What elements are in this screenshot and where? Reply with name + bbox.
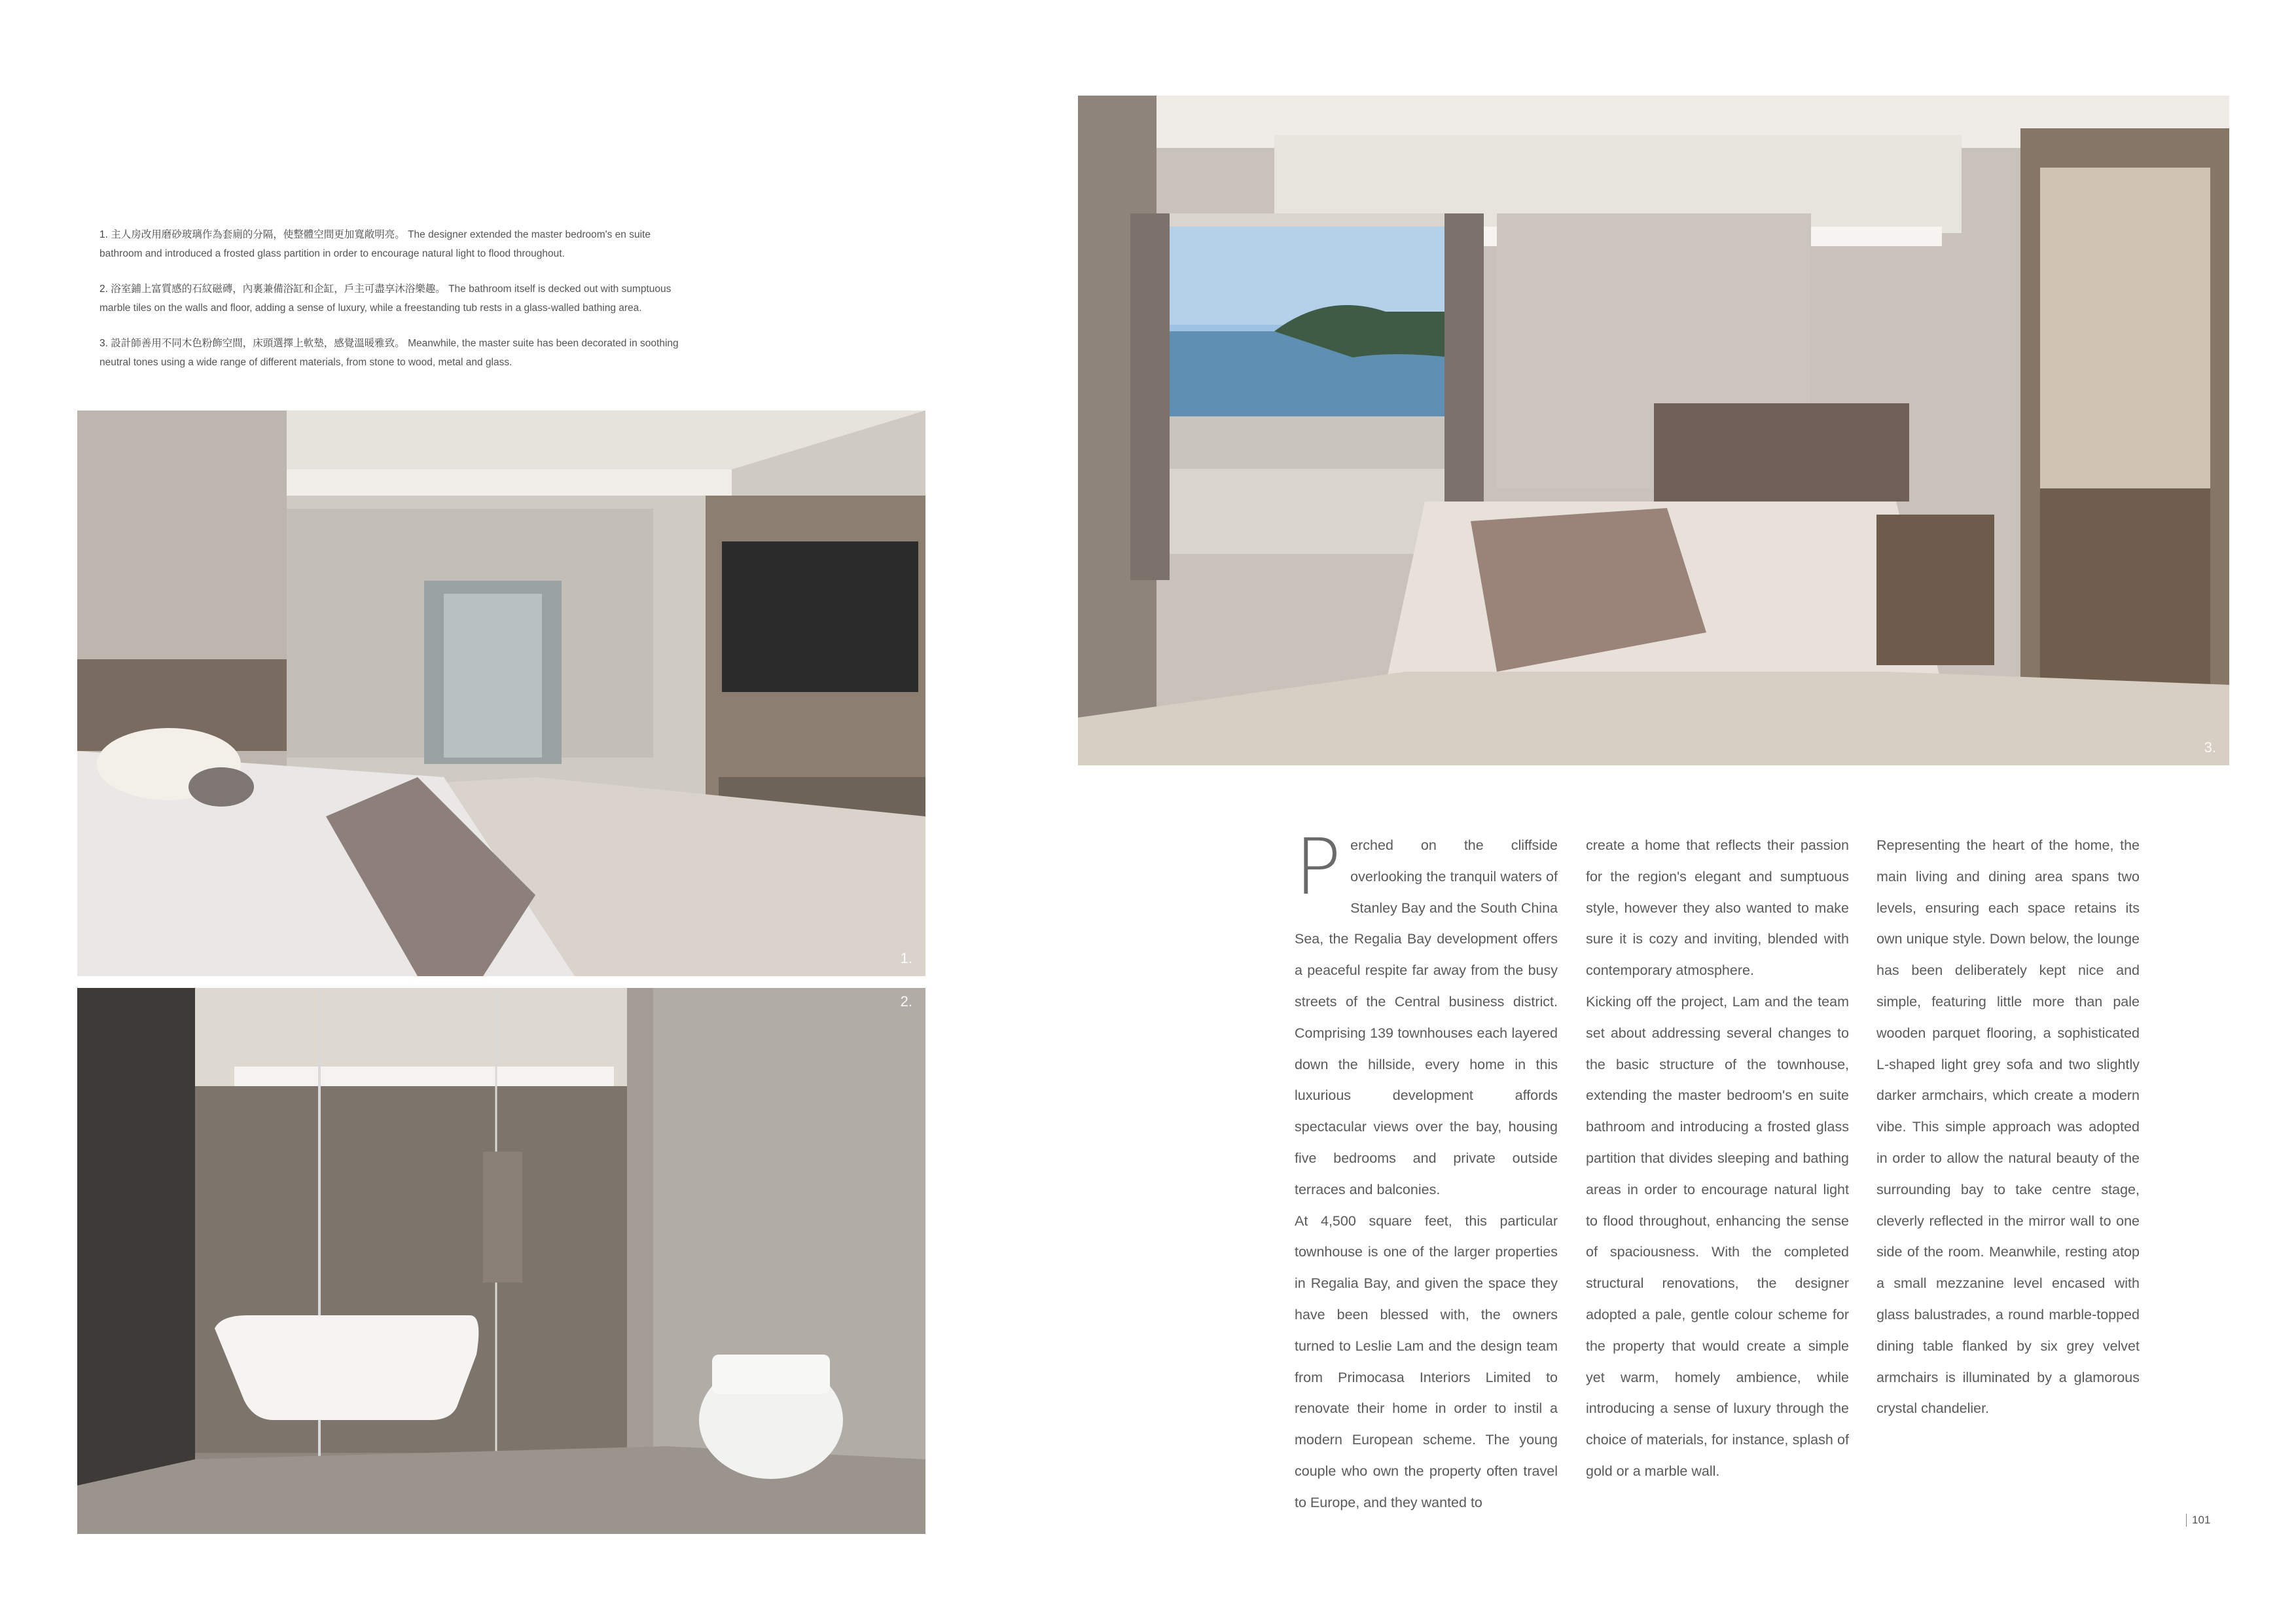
photo-number-2: 2. bbox=[900, 993, 912, 1010]
article-column-2 bbox=[1586, 830, 1849, 1487]
photo-bedroom-tv bbox=[77, 410, 925, 976]
caption-1-zh: 1. 主人房改用磨砂玻璃作為套廁的分隔，使整體空間更加寬敞明亮。 bbox=[99, 229, 405, 240]
bedroom-seaview-illustration bbox=[1078, 96, 2229, 765]
caption-3 bbox=[99, 334, 692, 372]
bathroom-illustration bbox=[77, 988, 925, 1534]
caption-2 bbox=[99, 280, 692, 318]
caption-3-en: Meanwhile, the master suite has been decorated in soothing neutral tones using a wide range of different materials, from stone to wood, metal and glass. bbox=[99, 338, 679, 368]
caption-1 bbox=[99, 225, 692, 263]
article-text: erched on the cliffside overlooking the tranquil waters of Stanley Bay and the South China Sea, the Regalia Bay development offers a peaceful respite far away from the busy streets of the Central business district. Comprising 139 townhouses each layered down the hillside, every home in this luxurious development affords spectacular views over the bay, housing five bedrooms and private outside terraces and balconies. bbox=[1295, 837, 1558, 1197]
article-paragraph: At 4,500 square feet, this particular townhouse is one of the larger properties in Regalia Bay, and given the space they have been blessed with, the owners turned to Leslie Lam and the design team from Primocasa Interiors Limited to renovate their home in order to instil a modern European scheme. The young couple who own the property often travel to Europe, and they wanted to bbox=[1295, 1213, 1558, 1510]
article-column-3 bbox=[1876, 830, 2140, 1425]
article-paragraph: Kicking off the project, Lam and the team set about addressing several changes to the basic structure of the townhouse, extending the master bedroom's en suite bathroom and introducing a frosted glass partition that divides sleeping and bathing areas in order to encourage natural light to flood throughout, enhancing the sense of spaciousness. With the completed structural renovations, the designer adopted a pale, gentle colour scheme for the property that would create a simple yet warm, homely ambience, while introducing a sense of luxury through the choice of materials, for instance, splash of gold or a marble wall. bbox=[1586, 993, 1849, 1479]
caption-2-zh: 2. 浴室鋪上富質感的石紋磁磚，內裏兼備浴缸和企缸，戶主可盡享沐浴樂趣。 bbox=[99, 283, 446, 295]
bedroom-tv-illustration bbox=[77, 410, 925, 976]
photo-captions bbox=[99, 225, 692, 388]
article-paragraph: Representing the heart of the home, the main living and dining area spans two levels, ensuring each space retains its own unique style. Down below, the lounge has been deliberately kept nice and simple, featuring little more than pale wooden parquet flooring, a sophisticated L-shaped light grey sofa and two slightly darker armchairs, which create a modern vibe. This simple approach was adopted in order to allow the natural beauty of the surrounding bay to take centre stage, cleverly reflected in the mirror wall to one side of the room. Meanwhile, resting atop a small mezzanine level encased with glass balustrades, a round marble-topped dining table flanked by six grey velvet armchairs is illuminated by a glamorous crystal chandelier. bbox=[1876, 837, 2140, 1417]
photo-number-1: 1. bbox=[900, 950, 912, 966]
photo-bathroom bbox=[77, 988, 925, 1534]
article-column-1 bbox=[1295, 822, 1558, 1519]
caption-2-en: The bathroom itself is decked out with sumptuous marble tiles on the walls and floor, adding a sense of luxury, while a freestanding tub rests in a glass-walled bathing area. bbox=[99, 283, 672, 314]
article-paragraph: create a home that reflects their passion for the region's elegant and sumptuous style, however they also wanted to make sure it is cozy and inviting, blended with contemporary atmosphere. bbox=[1586, 837, 1849, 979]
drop-cap: P bbox=[1295, 822, 1342, 912]
photo-bedroom-seaview bbox=[1078, 96, 2229, 765]
caption-3-zh: 3. 設計師善用不同木色粉飾空間，床頭選擇上軟墊，感覺溫暖雅致。 bbox=[99, 338, 405, 349]
article-paragraph bbox=[1295, 822, 1558, 1206]
caption-1-en: The designer extended the master bedroom's en suite bathroom and introduced a frosted glass partition in order to encourage natural light to flood throughout. bbox=[99, 229, 651, 259]
photo-number-3: 3. bbox=[2204, 739, 2216, 756]
page-number: 101 bbox=[2186, 1514, 2210, 1527]
